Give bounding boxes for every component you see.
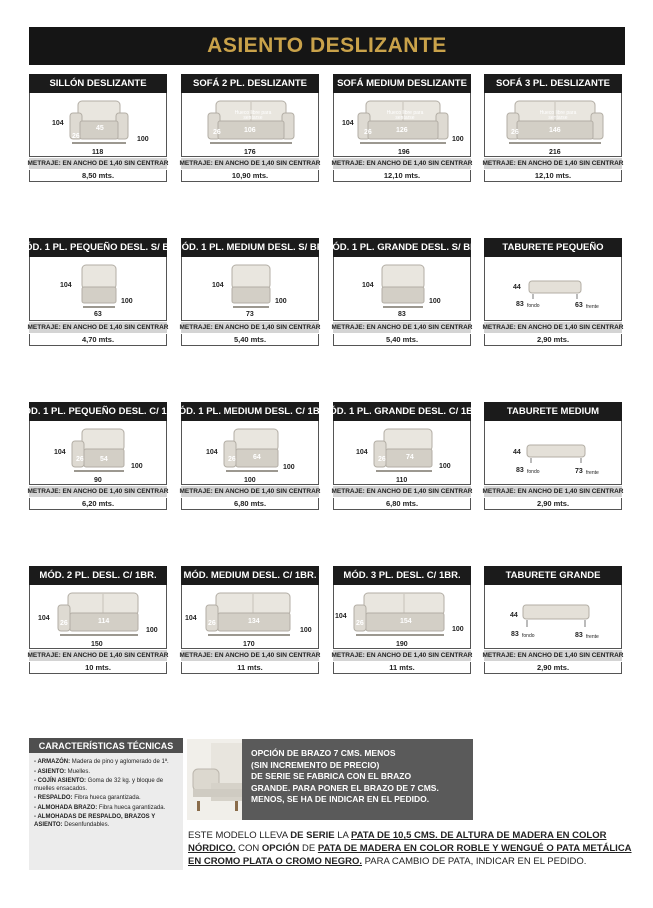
metraje-label: METRAJE: EN ANCHO DE 1,40 SIN CENTRAR [482, 652, 624, 659]
seat-dimension: 114 [98, 618, 110, 625]
width-dimension: 100 [244, 477, 256, 484]
metraje-label: METRAJE: EN ANCHO DE 1,40 SIN CENTRAR [27, 652, 169, 659]
height-dimension: 44 [510, 612, 518, 619]
spec-item: - ARMAZÓN: Madera de pino y aglomerado de 1ª. [34, 759, 169, 765]
sofa-illustration [505, 99, 605, 147]
depth-dimension: 100 [283, 464, 295, 471]
metraje-label: METRAJE: EN ANCHO DE 1,40 SIN CENTRAR [482, 160, 624, 167]
height-dimension: 104 [356, 449, 368, 456]
card-image-area [484, 585, 622, 649]
width-dimension: 196 [398, 149, 410, 156]
card-title: MÓD. 1 PL. GRANDE DESL. C/ 1BR. [333, 402, 471, 421]
product-card-mod-1pl-grande-c1br [321, 402, 483, 510]
spec-item: - RESPALDO: Fibra hueca garantizada. [34, 795, 141, 801]
product-card-mod-1pl-grande-sbr [324, 238, 480, 346]
height-dimension: 104 [60, 282, 72, 289]
width-dimension: 73 [246, 311, 254, 318]
width-dimension: 190 [396, 641, 408, 648]
specs-list [29, 759, 183, 829]
metraje-label: METRAJE: EN ANCHO DE 1,40 SIN CENTRAR [179, 324, 321, 331]
module-arm-illustration [352, 591, 448, 639]
depth-dimension: 100 [452, 626, 464, 633]
metraje-value: 8,50 mts. [29, 170, 167, 182]
product-card-mod-1pl-pequeno-c1br [15, 402, 181, 510]
metraje-value: 6,20 mts. [29, 498, 167, 510]
front-dimension: 83 [575, 632, 583, 639]
free-space-note: Hueco libre para sentarse [539, 110, 577, 121]
seat-dimension: 126 [396, 127, 408, 134]
seat-dimension: 106 [244, 127, 256, 134]
width-dimension: 110 [396, 477, 408, 484]
width-dimension: 63 [94, 311, 102, 318]
depth-dimension: 100 [121, 298, 133, 305]
arm-dimension: 26 [378, 456, 386, 463]
height-dimension: 44 [513, 449, 521, 456]
metraje-value: 2,90 mts. [484, 662, 622, 674]
front-label: frente [586, 304, 599, 310]
ottoman-illustration [521, 601, 591, 631]
front-label: frente [586, 470, 599, 476]
product-card-taburete-pequeno [484, 238, 622, 346]
seat-dimension: 54 [100, 456, 108, 463]
height-dimension: 104 [38, 615, 50, 622]
card-image-area [484, 421, 622, 485]
height-dimension: 44 [513, 284, 521, 291]
seat-dimension: 154 [400, 618, 412, 625]
depth-dimension: 83 [516, 467, 524, 474]
metraje-value: 4,70 mts. [29, 334, 167, 346]
arm-dimension: 26 [72, 133, 80, 140]
metraje-value: 10 mts. [29, 662, 167, 674]
product-card-sofa-medium [333, 74, 471, 182]
card-image-area [181, 421, 319, 485]
depth-label: fondo [527, 303, 540, 309]
header-banner [29, 27, 625, 65]
card-title: TABURETE MEDIUM [484, 402, 622, 421]
depth-dimension: 100 [275, 298, 287, 305]
module-arm-illustration [70, 427, 128, 475]
metraje-label: METRAJE: EN ANCHO DE 1,40 SIN CENTRAR [331, 160, 473, 167]
depth-dimension: 100 [439, 463, 451, 470]
card-image-area [29, 421, 167, 485]
metraje-value: 10,90 mts. [181, 170, 319, 182]
depth-label: fondo [527, 469, 540, 475]
depth-dimension: 83 [516, 301, 524, 308]
card-title: MÓD. MEDIUM DESL. C/ 1BR. [181, 566, 319, 585]
card-title: SILLÓN DESLIZANTE [29, 74, 167, 93]
card-title: TABURETE PEQUEÑO [484, 238, 622, 257]
spec-item: - ASIENTO: Muelles. [34, 768, 91, 775]
seat-dimension: 146 [549, 127, 561, 134]
seat-dimension: 45 [96, 125, 104, 132]
front-label: frente [586, 634, 599, 640]
card-image-area [29, 257, 167, 321]
product-card-sillon-deslizante [29, 74, 167, 182]
card-image-area [333, 421, 471, 485]
sofa-illustration [206, 99, 296, 147]
metraje-label: METRAJE: EN ANCHO DE 1,40 SIN CENTRAR [27, 160, 169, 167]
card-image-area [333, 93, 471, 157]
armrest-photo-illustration [187, 739, 242, 820]
product-card-mod-1pl-pequeno-sbr [17, 238, 179, 346]
front-dimension: 73 [575, 468, 583, 475]
arm-dimension: 26 [76, 456, 84, 463]
ottoman-illustration [527, 277, 583, 303]
product-card-mod-1pl-medium-c1br [170, 402, 330, 510]
card-title: MÓD. 1 PL. GRANDE DESL. S/ BR. [333, 238, 471, 257]
card-title: SOFÁ 2 PL. DESLIZANTE [181, 74, 319, 93]
free-space-note: Hueco libre para sentarse [386, 110, 424, 121]
width-dimension: 150 [91, 641, 103, 648]
arm-photo [187, 739, 242, 820]
width-dimension: 83 [398, 311, 406, 318]
arm-dimension: 26 [208, 620, 216, 627]
depth-dimension: 100 [300, 627, 312, 634]
metraje-label: METRAJE: EN ANCHO DE 1,40 SIN CENTRAR [179, 652, 321, 659]
metraje-value: 2,90 mts. [484, 334, 622, 346]
metraje-value: 5,40 mts. [333, 334, 471, 346]
card-title: SOFÁ 3 PL. DESLIZANTE [484, 74, 622, 93]
module-arm-illustration [204, 591, 294, 639]
depth-dimension: 100 [131, 463, 143, 470]
ottoman-illustration [525, 441, 587, 467]
card-image-area [333, 257, 471, 321]
product-card-mod-1pl-medium-sbr [173, 238, 327, 346]
arm-dimension: 26 [60, 620, 68, 627]
spec-item: - ALMOHADAS DE RESPALDO, BRAZOS Y ASIENTO: Desenfundables. [34, 814, 156, 828]
height-dimension: 104 [185, 615, 197, 622]
metraje-value: 6,80 mts. [181, 498, 319, 510]
arm-dimension: 26 [228, 456, 236, 463]
metraje-value: 5,40 mts. [181, 334, 319, 346]
card-image-area [29, 93, 167, 157]
depth-dimension: 83 [511, 631, 519, 638]
arm-dimension: 26 [364, 129, 372, 136]
card-title: MÓD. 1 PL. MEDIUM DESL. C/ 1BR. [181, 402, 319, 421]
module-illustration [380, 263, 426, 311]
metraje-label: METRAJE: EN ANCHO DE 1,40 SIN CENTRAR [331, 652, 473, 659]
arm-option-text: OPCIÓN DE BRAZO 7 CMS. MENOS (SIN INCREMENTO DE PRECIO) DE SERIE SE FABRICA CON EL BRAZO GRANDE. PARA PONER EL BRAZO DE 7 CMS. MENOS, SE HA DE INDICAR EN EL PEDIDO. [251, 748, 439, 804]
product-card-mod-2pl-c1br [29, 566, 167, 674]
card-title: SOFÁ MEDIUM DESLIZANTE [333, 74, 471, 93]
width-dimension: 176 [244, 149, 256, 156]
front-dimension: 63 [575, 302, 583, 309]
card-image-area [181, 257, 319, 321]
arm-dimension: 26 [213, 129, 221, 136]
seat-dimension: 64 [253, 454, 261, 461]
card-title: MÓD. 1 PL. PEQUEÑO DESL. C/ 1BR [29, 402, 167, 421]
width-dimension: 170 [243, 641, 255, 648]
height-dimension: 104 [54, 449, 66, 456]
height-dimension: 104 [206, 449, 218, 456]
depth-label: fondo [522, 633, 535, 639]
free-space-note: Hueco libre para sentarse [234, 110, 272, 121]
sofa-illustration [356, 99, 450, 147]
width-dimension: 216 [549, 149, 561, 156]
depth-dimension: 100 [429, 298, 441, 305]
width-dimension: 90 [94, 477, 102, 484]
page-title: ASIENTO DESLIZANTE [207, 34, 447, 57]
arm-dimension: 26 [511, 129, 519, 136]
module-illustration [80, 263, 118, 311]
product-card-taburete-medium [484, 402, 622, 510]
height-dimension: 104 [212, 282, 224, 289]
metraje-value: 12,10 mts. [484, 170, 622, 182]
seat-dimension: 74 [406, 454, 414, 461]
metraje-label: METRAJE: EN ANCHO DE 1,40 SIN CENTRAR [179, 488, 321, 495]
card-image-area [484, 257, 622, 321]
spec-item: - ALMOHADA BRAZO: Fibra hueca garantizada. [34, 804, 166, 811]
height-dimension: 104 [362, 282, 374, 289]
depth-dimension: 100 [452, 136, 464, 143]
arm-dimension: 26 [356, 620, 364, 627]
module-arm-illustration [372, 427, 436, 475]
metraje-value: 11 mts. [181, 662, 319, 674]
card-title: MÓD. 1 PL. PEQUEÑO DESL. S/ BR. [29, 238, 167, 257]
metraje-value: 2,90 mts. [484, 498, 622, 510]
metraje-label: METRAJE: EN ANCHO DE 1,40 SIN CENTRAR [27, 488, 169, 495]
specs-title: CARACTERÍSTICAS TÉCNICAS [29, 738, 183, 753]
seat-dimension: 134 [248, 618, 260, 625]
product-card-mod-3pl-c1br [333, 566, 471, 674]
metraje-label: METRAJE: EN ANCHO DE 1,40 SIN CENTRAR [179, 160, 321, 167]
card-image-area [484, 93, 622, 157]
card-title: TABURETE GRANDE [484, 566, 622, 585]
card-image-area [181, 93, 319, 157]
card-image-area [29, 585, 167, 649]
metraje-label: METRAJE: EN ANCHO DE 1,40 SIN CENTRAR [482, 324, 624, 331]
height-dimension: 104 [335, 613, 347, 620]
card-image-area [333, 585, 471, 649]
metraje-label: METRAJE: EN ANCHO DE 1,40 SIN CENTRAR [27, 324, 169, 331]
module-illustration [230, 263, 272, 311]
spec-item: - COJÍN ASIENTO: Goma de 32 kg. y bloque de muelles ensacados. [34, 778, 164, 792]
metraje-value: 6,80 mts. [333, 498, 471, 510]
metraje-label: METRAJE: EN ANCHO DE 1,40 SIN CENTRAR [331, 324, 473, 331]
depth-dimension: 100 [146, 627, 158, 634]
height-dimension: 104 [52, 120, 64, 127]
module-arm-illustration [56, 591, 142, 639]
width-dimension: 118 [92, 149, 104, 156]
product-card-mod-medium-c1br [181, 566, 319, 674]
card-title: MÓD. 2 PL. DESL. C/ 1BR. [29, 566, 167, 585]
arm-option-box [187, 739, 473, 820]
product-card-sofa-2pl [181, 74, 319, 182]
height-dimension: 104 [342, 120, 354, 127]
product-card-taburete-grande [484, 566, 622, 674]
card-image-area [181, 585, 319, 649]
product-card-sofa-3pl [484, 74, 622, 182]
depth-dimension: 100 [137, 136, 149, 143]
leg-options-note: ESTE MODELO LLEVA DE SERIE LA PATA DE 10,5 CMS. DE ALTURA DE MADERA EN COLOR NÓRDICO. CON OPCIÓN DE PATA DE MADERA EN COLOR ROBLE Y WENGUÉ O PATA METÁLICA EN CROMO PLATA O CROMO NEGRO. PARA CAMBIO DE PATA, INDICAR EN EL PEDIDO. [188, 830, 632, 867]
module-arm-illustration [222, 427, 282, 475]
card-title: MÓD. 3 PL. DESL. C/ 1BR. [333, 566, 471, 585]
metraje-value: 12,10 mts. [333, 170, 471, 182]
technical-specs-panel [29, 738, 183, 870]
card-title: MÓD. 1 PL. MEDIUM DESL. S/ BR. [181, 238, 319, 257]
metraje-value: 11 mts. [333, 662, 471, 674]
metraje-label: METRAJE: EN ANCHO DE 1,40 SIN CENTRAR [482, 488, 624, 495]
metraje-label: METRAJE: EN ANCHO DE 1,40 SIN CENTRAR [331, 488, 473, 495]
